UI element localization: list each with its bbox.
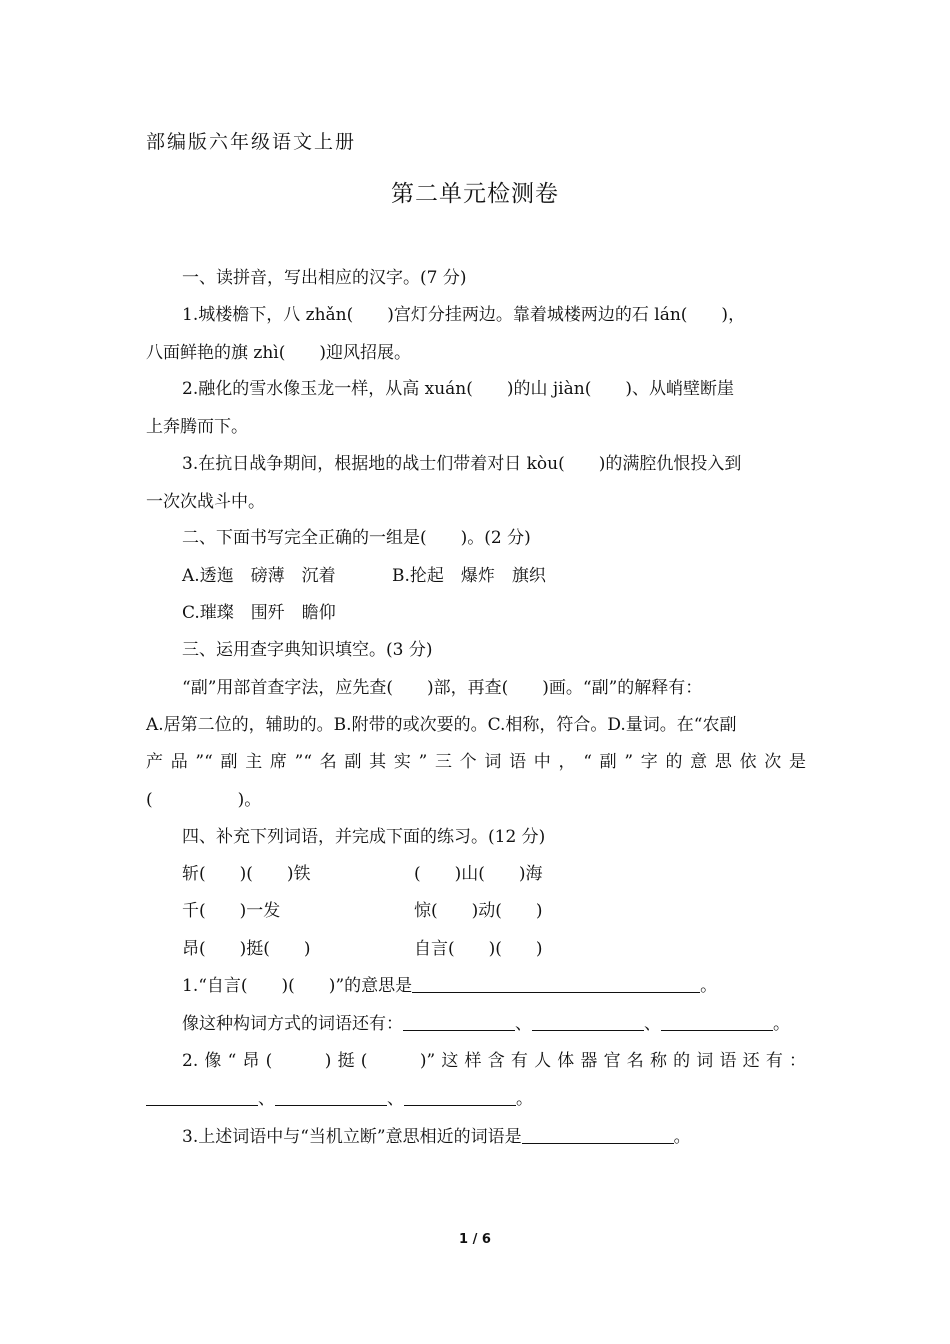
answer-blank[interactable] [275, 1087, 387, 1106]
s4-word-3: 千( )一发 [182, 901, 281, 921]
book-header: 部编版六年级语文上册 [146, 131, 357, 153]
answer-blank[interactable] [522, 1125, 674, 1144]
answer-blank[interactable] [146, 1087, 258, 1106]
section-2-heading: 二、下面书写完全正确的一组是( )。(2 分) [182, 528, 531, 548]
s1-q1-line-2: 八面鲜艳的旗 zhì( )迎风招展。 [146, 343, 412, 363]
page-title: 第二单元检测卷 [391, 181, 559, 207]
s4-q2-line-1: 2.像“昂( )挺( )”这样含有人体器官名称的词语还有： [182, 1051, 806, 1071]
separator: 、 [258, 1089, 275, 1109]
s4-q1-text: 1.“自言( )( )”的意思是 [182, 976, 413, 996]
separator: 、 [515, 1014, 532, 1034]
s2-option-a: A.透迤 磅薄 沉着 [182, 566, 336, 586]
s4-word-6: 自言( )( ) [414, 939, 543, 959]
answer-blank[interactable] [412, 974, 700, 993]
s4-q3-line-1 [182, 1125, 691, 1149]
answer-blank[interactable] [403, 1012, 515, 1031]
s4-word-1: 斩( )( )铁 [182, 864, 311, 884]
s3-line-2: A.居第二位的，辅助的。B.附带的或次要的。C.相称，符合。D.量词。在“农副 [146, 715, 737, 735]
s4-word-2: ( )山( )海 [414, 864, 543, 884]
line-end: 。 [516, 1089, 533, 1109]
section-4-heading: 四、补充下列词语，并完成下面的练习。(12 分) [182, 827, 546, 847]
line-end: 。 [773, 1014, 790, 1034]
separator: 、 [387, 1089, 404, 1109]
s4-q1-line-2 [182, 1012, 790, 1036]
s1-q3-line-1: 3.在抗日战争期间，根据地的战士们带着对日 kòu( )的满腔仇恨投入到 [182, 454, 742, 474]
s4-word-4: 惊( )动( ) [414, 901, 543, 921]
s2-option-b: B.抡起 爆炸 旗织 [392, 566, 546, 586]
s4-q3-text: 3.上述词语中与“当机立断”意思相近的词语是 [182, 1127, 522, 1147]
s4-q3-end: 。 [673, 1127, 691, 1147]
answer-blank[interactable] [661, 1012, 773, 1031]
page-number: 1 / 6 [459, 1232, 491, 1247]
s1-q3-line-2: 一次次战斗中。 [146, 492, 265, 512]
s1-q2-line-1: 2.融化的雪水像玉龙一样，从高 xuán( )的山 jiàn( )、从峭壁断崖 [182, 379, 734, 399]
answer-blank[interactable] [404, 1087, 516, 1106]
s4-q2-line-2 [146, 1087, 533, 1111]
s4-q1-line-1 [182, 974, 717, 998]
separator: 、 [644, 1014, 661, 1034]
section-1-heading: 一、读拼音，写出相应的汉字。(7 分) [182, 268, 467, 288]
s1-q2-line-2: 上奔腾而下。 [146, 417, 248, 437]
s4-q1b-text: 像这种构词方式的词语还有： [182, 1014, 403, 1034]
s3-line-4: ( )。 [146, 790, 262, 810]
answer-blank[interactable] [532, 1012, 644, 1031]
s3-line-1: “副”用部首查字法，应先查( )部，再查( )画。“副”的解释有： [182, 678, 703, 698]
s4-q1-end: 。 [700, 976, 718, 996]
section-3-heading: 三、运用查字典知识填空。(3 分) [182, 640, 433, 660]
s2-option-c: C.璀璨 围歼 瞻仰 [182, 603, 336, 623]
s4-word-5: 昂( )挺( ) [182, 939, 311, 959]
s3-line-3: 产品”“副主席”“名副其实”三个词语中，“副”字的意思依次是 [146, 752, 806, 772]
s1-q1-line-1: 1.城楼檐下，八 zhǎn( )宫灯分挂两边。靠着城楼两边的石 lán( )， [182, 305, 746, 325]
